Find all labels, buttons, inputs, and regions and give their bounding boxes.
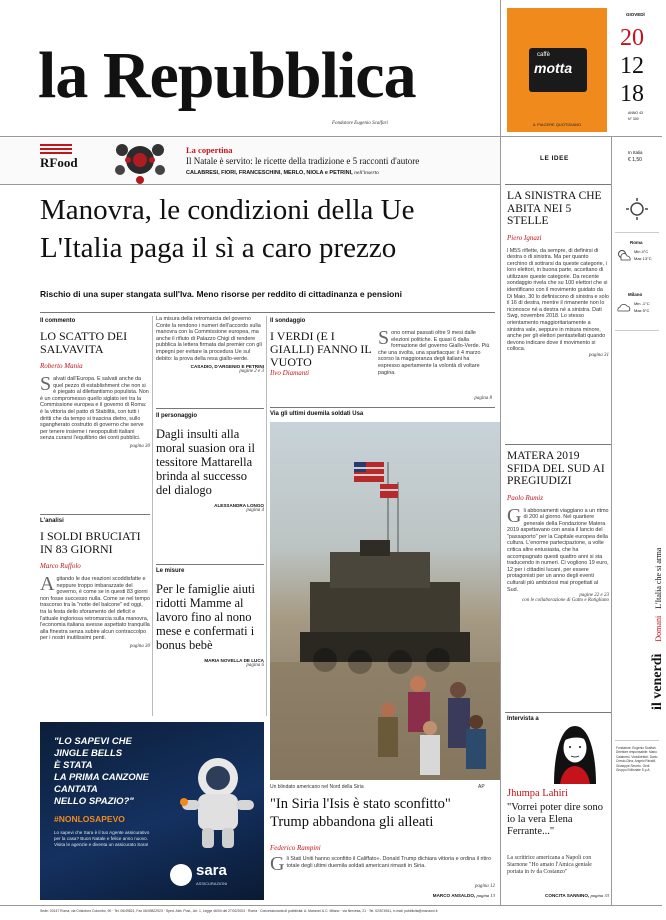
- venerdi-logo: il venerdì: [650, 653, 665, 710]
- matera-title[interactable]: MATERA 2019 SFIDA DEL SUD AI PREGIUDIZI: [507, 450, 605, 487]
- price-block: [612, 150, 662, 180]
- intervista-author-name: CONCITA SANNINO,: [545, 893, 590, 898]
- venerdi-domani: Domani: [654, 615, 663, 642]
- misure-author: MARIA NOVELLA DE LUCA: [204, 658, 264, 663]
- syria-author2: [400, 893, 495, 898]
- weather-milano-label: Milano: [628, 292, 643, 297]
- promo-headline[interactable]: Il Natale è servito: le ricette della tradizione e 5 racconti d'autore: [186, 156, 420, 166]
- sinistra-title[interactable]: LA SINISTRA CHE ABITA NEI 5 STELLE: [507, 190, 602, 227]
- intervista-author: [507, 893, 609, 898]
- syria-page: pagina 12: [474, 884, 495, 889]
- photo-caption-text: Un blindato americano nel Nord della Siria: [270, 784, 364, 790]
- commento-article[interactable]: [40, 318, 150, 449]
- syria-byline: Federico Rampini: [270, 844, 321, 852]
- sondaggio-page: pagina 8: [474, 396, 492, 401]
- misure-kicker: Le misure: [156, 568, 185, 574]
- issue-line-2: N° 300: [628, 117, 639, 121]
- rfood-logo: [40, 144, 78, 171]
- commento-body: [40, 373, 150, 442]
- price-value: € 1,50: [628, 157, 642, 163]
- intervista-page: pagina 33: [590, 893, 609, 898]
- armored-vehicle-illustration: [270, 422, 500, 780]
- sara-brand: sara: [196, 862, 227, 879]
- sara-ad-line-5: CANTATA: [54, 784, 98, 795]
- sinistra-byline: Piero Ignazi: [507, 233, 542, 242]
- analisi-text: gitando le due reazioni scoddisfatte e neppure troppo imbarazzate del governo, è come se in questi 83 giorni non fosse successo nulla. Come se nel tempo trascorso tra la "notte del balcone" ed oggi, tra la festa dello sforamento del deficit e l'attuale ingloriosa retromarcia sulla manovra, l'economia italiana avesse aspettato tranquilla alla finestra senza subire alcun contraccolpo per i nostri inutilissimi penti.: [40, 576, 150, 642]
- matera-text: li abbonamenti viaggiano a un ritmo di 200 al giorno. Nel quartiere generale della Fondazione Matera 2019 aspettavano con ansia il lancio del "passaporto" per la Capitale europea della cultura. L'enorme partecipazione, a volte critica altre entusiasta, che ha accompagnato questi quattro anni si sta traducendo in numeri. Ci vogliono 19 euro, 12 per i cittadini lucani, per essere protagonisti per un anno degli eventi culturali più ambiziosi mai progettati al Sud.: [507, 507, 609, 593]
- motta-logo: [529, 48, 587, 92]
- weather-sun-cloud-icon: [616, 248, 632, 262]
- matera-page: pagine 22 e 23: [579, 593, 609, 599]
- sondaggio-article[interactable]: [270, 318, 495, 324]
- weather-roma-max: Max 13°C: [634, 256, 652, 261]
- promo-authors-names: CALABRESI, FIORI, FRANCESCHINI, MERLO, NIOLA e PETRINI,: [186, 170, 353, 176]
- personaggio-author: ALESSANDRA LONGO: [214, 503, 264, 508]
- matera-credit: con le collaborazione di Gatto e Rotigliano: [522, 598, 609, 604]
- sara-ad-line-4: LA PRIMA CANZONE: [54, 772, 149, 783]
- mid-top-page: pagine 2 e 3: [239, 369, 264, 375]
- astronaut-icon: [170, 742, 260, 852]
- promo-label: La copertina: [186, 145, 233, 155]
- analisi-byline: Marco Ruffolo: [40, 562, 81, 570]
- price-label: In Italia: [628, 150, 643, 155]
- masthead-founder: Fondatore Eugenio Scalfari: [332, 121, 388, 126]
- misure-title[interactable]: Per le famiglie aiuti ridotti Mamme al lavoro fino al nono mese e confermati i bonus bebè: [156, 582, 255, 652]
- sara-logo: [170, 862, 256, 890]
- syria-headline-2[interactable]: Trump abbandona gli alleati: [270, 814, 434, 830]
- commento-byline: Roberto Mania: [40, 362, 83, 370]
- rail-footer-text: Fondatore: Eugenio Scalfari. Direttore responsabile: Mario Calabresi. Vicedirettori: Dario Cresto-Dina, Angelo Rinaldi, Giuseppe Smorto. Gedi Gruppo Editoriale S.p.A.: [616, 746, 658, 773]
- analisi-page: pagina 30: [129, 643, 150, 649]
- analisi-article[interactable]: [40, 518, 150, 649]
- sinistra-article[interactable]: [507, 190, 609, 358]
- sondaggio-dropcap: S: [378, 327, 390, 349]
- sondaggio-text: ono ormai passati oltre 9 mesi dalle elezioni politiche. E quasi 6 dalla formazione del governo Giallo-Verde. Più che una svolta, una spartiacque: il 4 marzo scorso la maggioranza degli italiani ha espresso apertamente la volontà di voltare pagina.: [378, 330, 490, 376]
- matera-dropcap: G: [507, 504, 522, 527]
- mid-top-authors: CASADIO, D'ARGENIO E PETRINI: [190, 364, 264, 370]
- syria-page2: pagina 13: [476, 893, 495, 898]
- sinistra-body: l M5S riflette, da sempre, di definirsi di destra o di sinistra. Ma per quanto cerchino di sottrarsi da queste categorie, i loro elettori, in buona parte, accettano di utilizzare queste categorie. Da recente sondaggio rivela che su 100 elettori che si identificano con il movimento guidato da Di Maio, 30 lo definiscono di sinistra e solo il 16 di destra, mentre il rimanente non lo riconosce né a destra né a sinistra. Dati Swg, novembre 2018. Lo stesso orientamento maggioritariamente a sinistra vale, seppure in misura minore, anche per gli elettori pentastellati quando devono indicare dove il movimento si colloca.: [507, 247, 609, 353]
- date-year: 18: [620, 81, 644, 107]
- photo-kicker: Via gli ultimi duemila soldati Usa: [270, 411, 364, 417]
- syria-author2-name: MARCO ANSALDO,: [432, 893, 476, 898]
- sara-ad-small: Lo sapevi che Sara è il tuo Agente assicurativo per la casa? Buon Natale e felice anno nuovo. Visita le agenzie e diventa un assicurato Sara!: [54, 830, 150, 847]
- commento-title[interactable]: LO SCATTO DEI SALVAVITA: [40, 329, 128, 356]
- weather-cloud-icon: [622, 196, 652, 222]
- date-month: 12: [620, 53, 644, 79]
- personaggio-title[interactable]: Dagli insulti alla moral suasion ora il tessitore Mattarella brinda al successo del dialogo: [156, 427, 255, 497]
- syria-headline-1[interactable]: "In Siria l'Isis è stato sconfitto": [270, 796, 451, 812]
- misure-page: pagina 6: [246, 663, 264, 668]
- lead-headline-2[interactable]: L'Italia paga il sì a caro prezzo: [40, 232, 397, 264]
- news-photo[interactable]: [270, 422, 500, 780]
- day-name: GIOVEDÌ: [626, 12, 645, 17]
- sondaggio-body: [378, 327, 492, 376]
- weather-milano-icon: [616, 300, 632, 314]
- sara-ad-line-1: "LO SAPEVI CHE: [54, 736, 132, 747]
- promo-authors-suffix: nell'inserto: [354, 170, 379, 176]
- matera-body: [507, 504, 609, 594]
- analisi-dropcap: A: [40, 573, 55, 595]
- lead-subhead: Rischio di una super stangata sull'Iva. Meno risorse per reddito di cittadinanza e pensioni: [40, 289, 402, 299]
- commento-text: alvati dall'Europa. E salvati anche da quel pezzo di establishment che non si è piegato al dilettantismo populista. Non è un compromesso quello siglato ieri tra la Commissione europea e il governo di Roma: è la vittoria del patto di Stabilità, con tutti i diritti che da tempo si trascina dietro, sullo sgangherato costrutto di governo che serve per tenere insieme i neopopulisti italiani senza curarsi l'equilibrio dei conti pubblici.: [40, 376, 149, 442]
- masthead-title[interactable]: la Repubblica: [38, 39, 416, 112]
- commento-dropcap: S: [40, 373, 52, 395]
- photo-caption-source: AP: [478, 784, 485, 790]
- sondaggio-kicker: Il sondaggio: [270, 318, 306, 324]
- personaggio-kicker: Il personaggio: [156, 413, 198, 419]
- sara-ad-hashtag: #NONLOSAPEVO: [54, 814, 125, 824]
- flower-emblem-icon: [102, 136, 178, 186]
- rfood-label: RFood: [40, 155, 78, 170]
- motta-ad[interactable]: [507, 8, 607, 132]
- syria-body: [270, 853, 495, 875]
- personaggio-page: pagina 4: [246, 508, 264, 513]
- motta-brand: motta: [534, 60, 573, 76]
- venerdi-promo[interactable]: [612, 330, 665, 740]
- mid-top-body: La misura della retromarcia del governo Conte la rendono i numeri dell'accordo sulla manovra con la Commissione europea, ma anche il rifiuto di Palazzo Chigi di rendere pubblica la lettera firmata dal premier con gli impegni per evitare la procedura Ue sul debito: la prova della resa giallo-verde.: [156, 316, 262, 362]
- matera-byline: Paolo Rumiz: [507, 493, 543, 502]
- lead-headline-1[interactable]: Manovra, le condizioni della Ue: [40, 194, 415, 226]
- motta-caffe: caffè: [537, 52, 550, 58]
- manovra-summary[interactable]: [156, 316, 264, 374]
- matera-article[interactable]: [507, 450, 609, 603]
- intervista-kicker: Intervista a: [507, 716, 539, 722]
- analisi-title[interactable]: I SOLDI BRUCIATI IN 83 GIORNI: [40, 529, 141, 556]
- commento-kicker: Il commento: [40, 318, 76, 324]
- venerdi-headline: L'Italia che si arma: [654, 547, 663, 609]
- commento-page: pagina 30: [129, 443, 150, 449]
- sara-ad-line-2: JINGLE BELLS: [54, 748, 123, 759]
- weather-roma-min: Min 4°C: [634, 249, 649, 254]
- photo-caption: [270, 784, 364, 790]
- intervista-name[interactable]: Jhumpa Lahiri: [507, 788, 568, 799]
- promo-bar[interactable]: [0, 138, 500, 184]
- masthead: [0, 0, 500, 140]
- date-block: [612, 4, 662, 130]
- sara-ad-line-6: NELLO SPAZIO?": [54, 796, 134, 807]
- weather-milano-min: Min -1°C: [634, 301, 650, 306]
- lahiri-portrait: [540, 716, 610, 784]
- promo-authors: [186, 170, 379, 176]
- sondaggio-byline: Ilvo Diamanti: [270, 369, 310, 377]
- issue-line-1: ANNO 43: [628, 111, 643, 115]
- intervista-quote[interactable]: "Vorrei poter dire sono io la vera Elena Ferrante...": [507, 802, 603, 837]
- syria-text: li Stati Uniti hanno sconfitto il Califfato». Donald Trump dichiara vittoria e ordina il ritiro totale degli ultimi duemila soldati americani rimasti in Siria.: [286, 856, 491, 869]
- date-day: 20: [620, 25, 644, 51]
- footer-text: Sede: 00147 Roma, via Cristoforo Colombo, 90 · Tel. 06/49821, Fax 06/49822923 · Sped. Abb. Post., Art. 1, Legge 46/04 del 27/02/2004 · Roma · Concessionaria di pubblicità: A. Manzoni & C. Milano · via Nervesa, 21 · Tel. 02/574941, e-mail: pubblicita@manzoni.it: [40, 909, 438, 913]
- misure-article[interactable]: [156, 568, 264, 668]
- intervista-body: La scrittrice americana a Napoli con Starnone "Ho amato l'Amica geniale portata in tv da Costanzo": [507, 855, 592, 875]
- sara-ad-line-3: È STATA: [54, 760, 93, 771]
- sondaggio-title[interactable]: I VERDI (E I GIALLI) FANNO IL VUOTO: [270, 329, 372, 369]
- syria-dropcap: G: [270, 853, 285, 875]
- le-idee-label: LE IDEE: [540, 155, 569, 162]
- sinistra-page: pagina 31: [588, 353, 609, 358]
- personaggio-article[interactable]: [156, 413, 264, 513]
- sara-ad[interactable]: [40, 722, 264, 900]
- weather-roma-label: Roma: [630, 240, 643, 245]
- analisi-kicker: L'analisi: [40, 518, 64, 524]
- analisi-body: [40, 573, 150, 642]
- sara-brand-sub: ASSICURAZIONI: [196, 881, 228, 886]
- weather-milano-max: Max 5°C: [634, 308, 650, 313]
- motta-tagline: IL PIACERE QUOTIDIANO: [532, 122, 582, 127]
